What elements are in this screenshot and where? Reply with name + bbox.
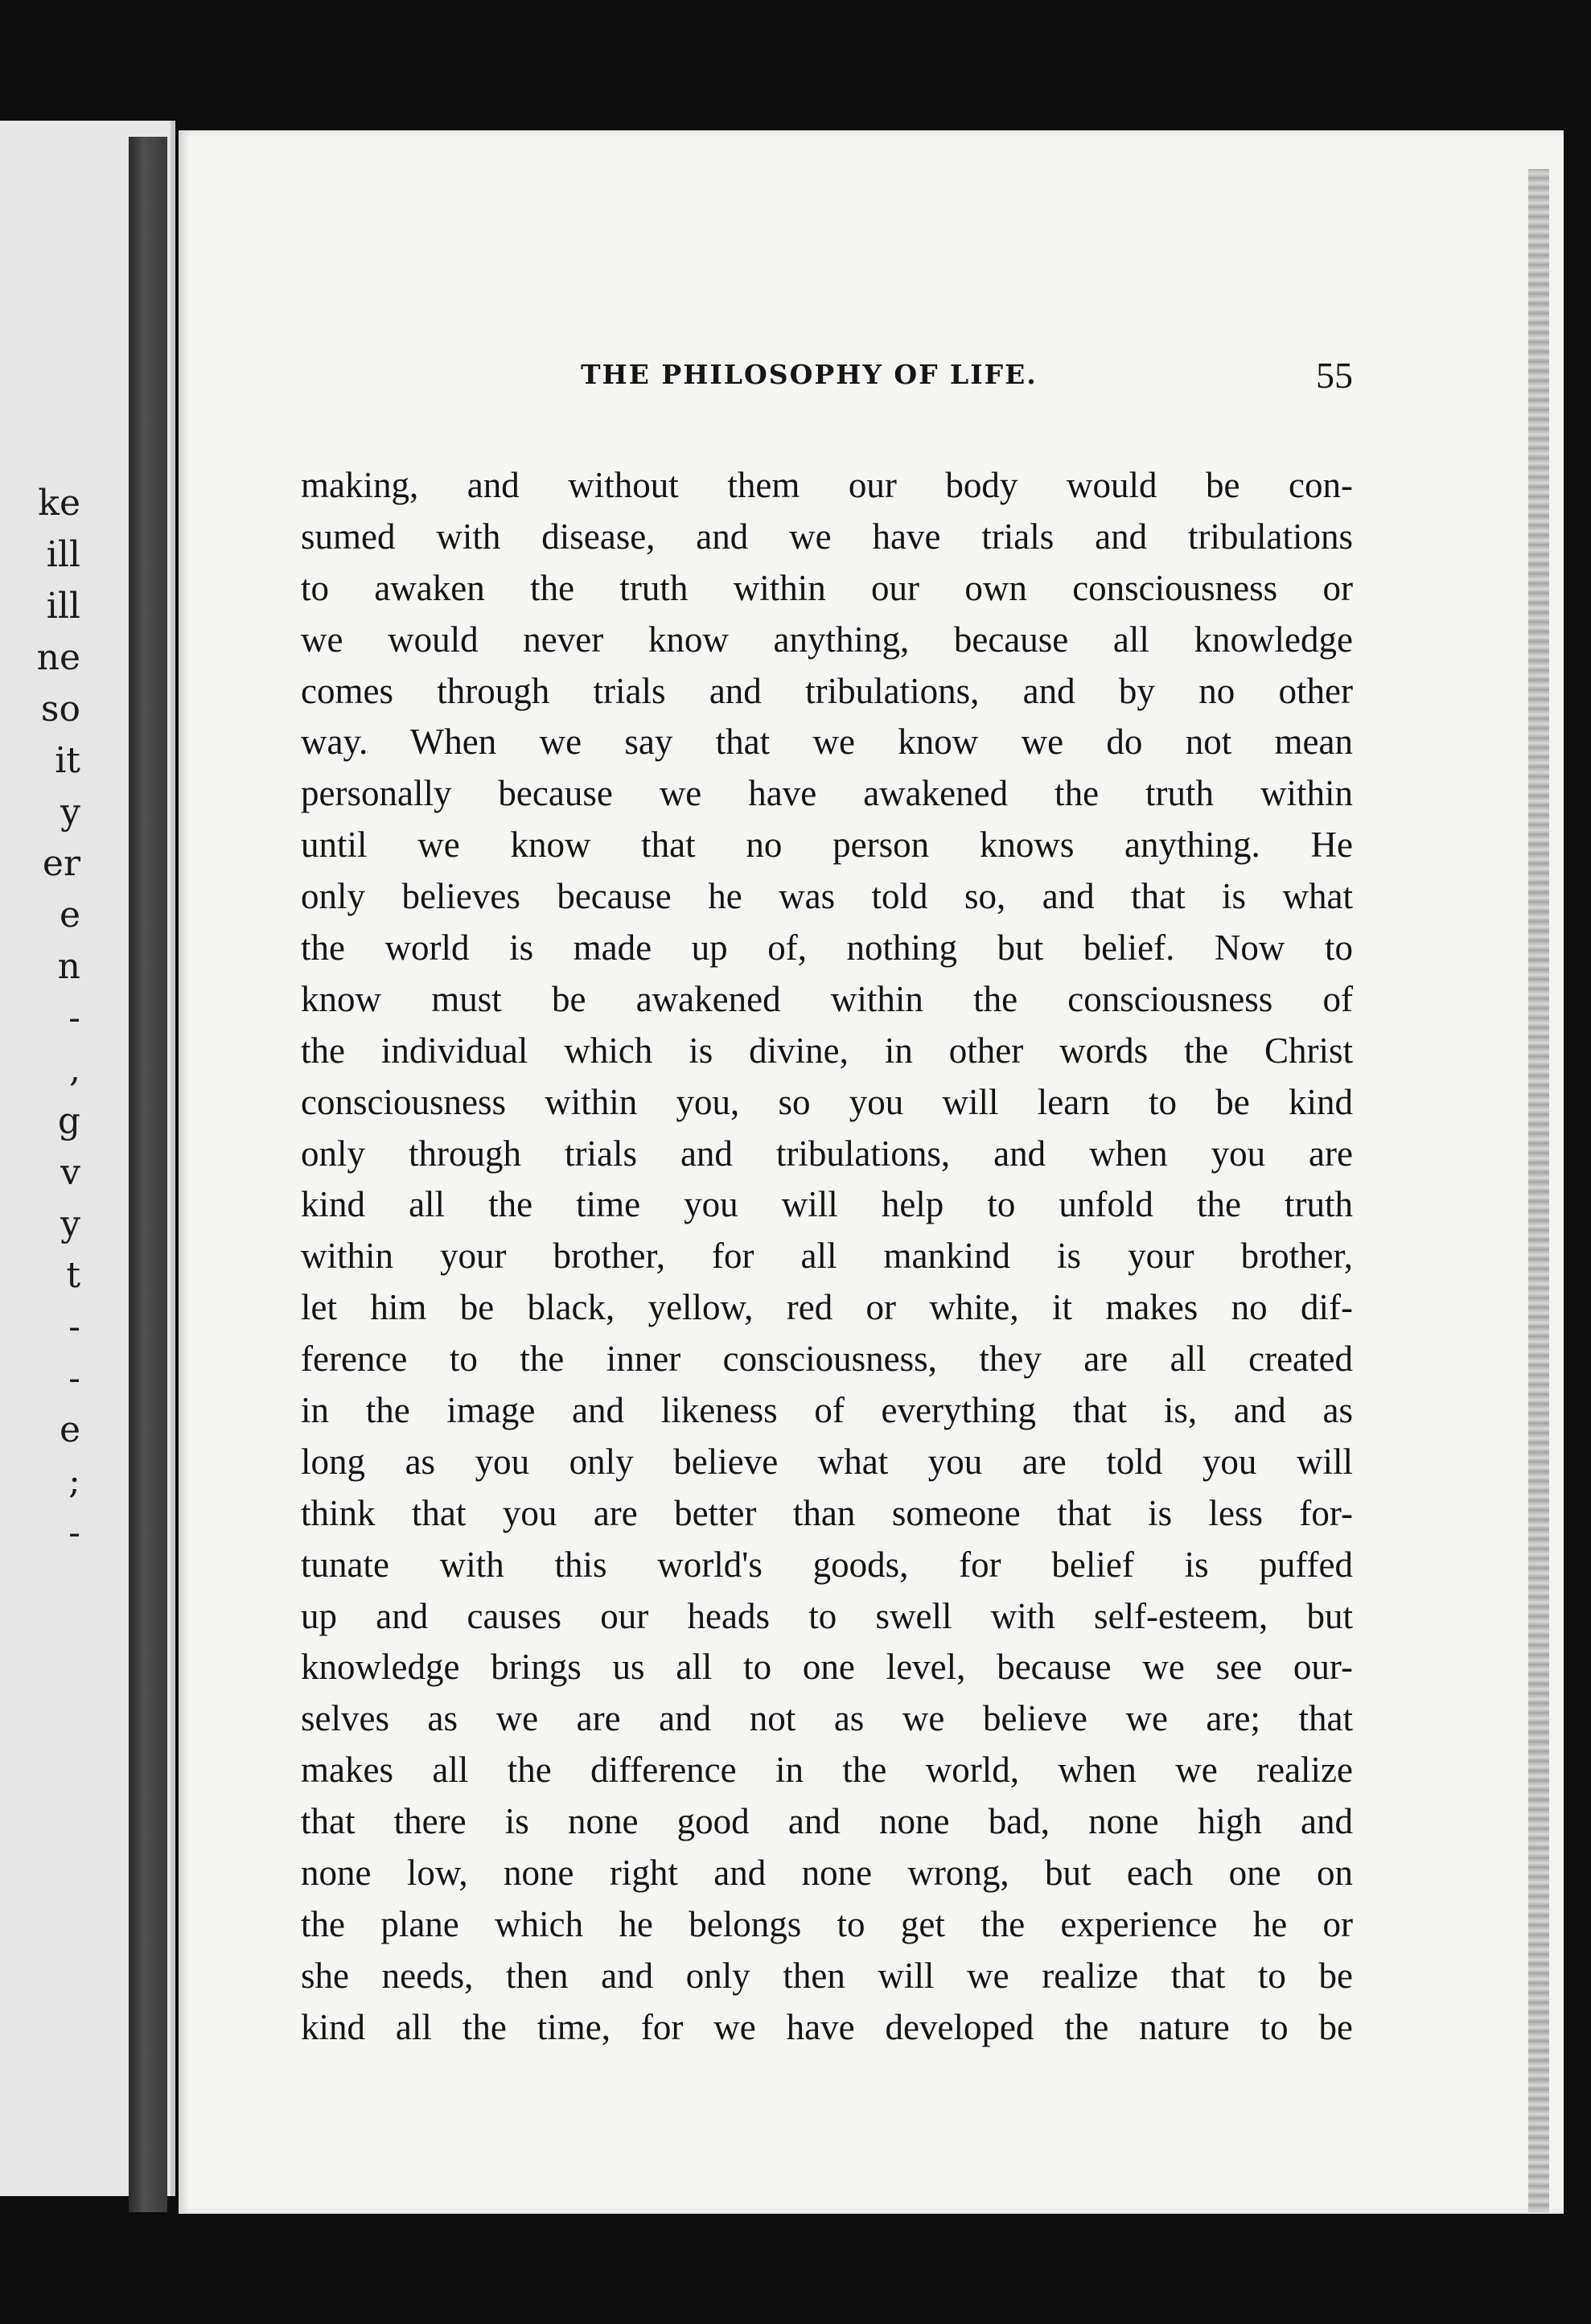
text-line: she needs, then and only then will we realize that to be [301,1955,1353,1996]
left-page-fragment: , [69,1049,80,1090]
text-line: think that you are better than someone that is less for- [301,1492,1353,1533]
text-line: none low, none right and none wrong, but each one on [301,1853,1353,1894]
text-line: tunate with this world's goods, for belief is puffed [301,1544,1353,1585]
text-line: kind all the time, for we have developed the nature to be [301,2006,1353,2047]
text-line: way. When we say that we know we do not mean [301,722,1353,763]
left-page-fragment: t [66,1255,80,1296]
left-page-fragment: ill [46,586,80,627]
left-page-fragment: g [57,1100,80,1141]
left-page-fragment: ill [46,534,80,575]
text-line: to awaken the truth within our own consciousness or [301,567,1353,608]
left-page-fragment: so [40,689,80,730]
text-line: ference to the inner consciousness, they are all created [301,1339,1353,1380]
text-line: long as you only believe what you are told you will [301,1441,1353,1482]
text-line: in the image and likeness of everything that is, and as [301,1390,1353,1431]
text-line: only believes because he was told so, and that is what [301,876,1353,917]
page-number: 55 [1316,355,1353,396]
text-line: knowledge brings us all to one level, because we see our- [301,1647,1353,1688]
left-page-fragment: e [59,1409,80,1450]
running-head: THE PHILOSOPHY OF LIFE. [581,359,1038,390]
text-line: let him be black, yellow, red or white, it makes no dif- [301,1287,1353,1328]
left-page-fragment: - [68,1358,80,1399]
left-page-fragment: - [68,997,80,1039]
text-line: sumed with disease, and we have trials and tribulations [301,516,1353,557]
text-line: the individual which is divine, in other words the Christ [301,1030,1353,1071]
page-edge [1528,169,1549,2212]
body-text [301,460,1353,2054]
left-page-fragment: ke [38,483,80,524]
text-line: within your brother, for all mankind is your brother, [301,1236,1353,1277]
text-line: until we know that no person knows anything. He [301,825,1353,866]
left-page-fragment: v [60,1152,80,1193]
left-page-fragment: y [60,792,80,833]
binding-gutter [129,137,167,2212]
text-line: we would never know anything, because all knowledge [301,619,1353,660]
left-page-fragment: n [57,946,80,987]
text-line: consciousness within you, so you will learn to be kind [301,1081,1353,1122]
left-page-fragment: it [55,740,80,781]
left-page-fragment: y [60,1203,80,1244]
text-line: makes all the difference in the world, when we realize [301,1750,1353,1791]
left-page-fragment: - [68,1512,80,1553]
text-line: up and causes our heads to swell with self-esteem, but [301,1595,1353,1636]
text-line: the plane which he belongs to get the experience he or [301,1903,1353,1944]
text-line: only through trials and tribulations, and when you are [301,1133,1353,1174]
left-page-fragment: e [59,895,80,936]
text-line: personally because we have awakened the truth within [301,773,1353,814]
left-page-fragment: ; [68,1461,80,1502]
text-line: the world is made up of, nothing but belief. Now to [301,928,1353,969]
left-page-fragment: er [42,843,80,884]
left-page-fragment: ne [36,637,80,678]
left-page-text-fragments [0,478,80,1559]
left-page-fragment: - [68,1306,80,1347]
text-line: selves as we are and not as we believe we are; that [301,1698,1353,1739]
text-line: making, and without them our body would be con- [301,465,1353,505]
text-line: that there is none good and none bad, none high and [301,1801,1353,1842]
text-line: know must be awakened within the consciousness of [301,978,1353,1019]
text-line: kind all the time you will help to unfold the truth [301,1184,1353,1225]
text-line: comes through trials and tribulations, and by no other [301,670,1353,711]
